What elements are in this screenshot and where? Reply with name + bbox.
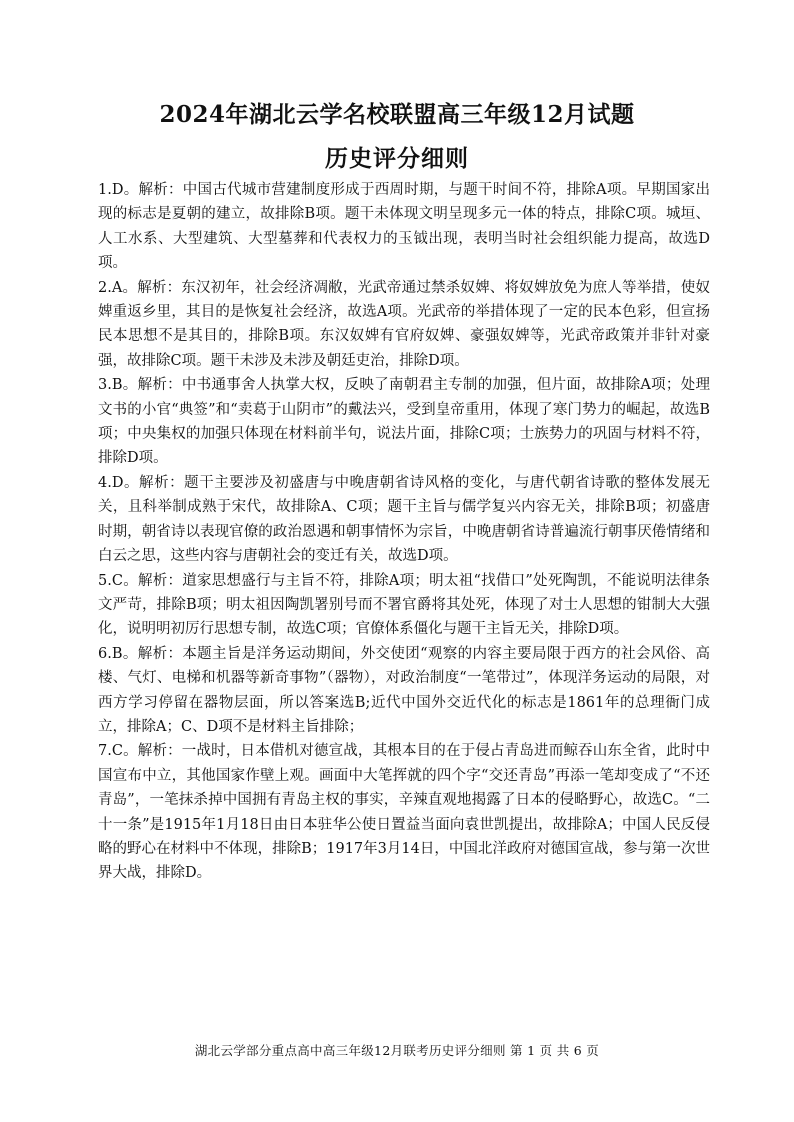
answer-list [98,178,710,886]
answer-item-2: 2.A。解析：东汉初年，社会经济凋敝，光武帝通过禁杀奴婢、将奴婢放免为庶人等举措，使奴婢重返乡里，其目的是恢复社会经济，故选A项。光武帝的举措体现了一定的民本色彩，但宣扬民本思想不是其目的，排除B项。东汉奴婢有官府奴婢、豪强奴婢等，光武帝政策并非针对豪强，故排除C项。题干未涉及未涉及朝廷吏治，排除D项。 [98,279,710,369]
answer-item-1: 1.D。解析：中国古代城市营建制度形成于西周时期，与题干时间不符，排除A项。早期国家出现的标志是夏朝的建立，故排除B项。题干未体现文明呈现多元一体的特点，排除C项。城垣、人工水系、大型建筑、大型墓葬和代表权力的玉钺出现，表明当时社会组织能力提高，故选D项。 [98,182,710,272]
document-title: 2024年湖北云学名校联盟高三年级12月试题 [159,101,635,128]
answer-item-4: 4.D。解析：题干主要涉及初盛唐与中晚唐朝省诗风格的变化，与唐代朝省诗歌的整体发展无关，且科举制成熟于宋代，故排除A、C项；题干主旨与儒学复兴内容无关，排除B项；初盛唐时期，朝省诗以表现官僚的政治恩遇和朝事情怀为宗旨，中晚唐朝省诗普遍流行朝事厌倦情绪和白云之思，这些内容与唐朝社会的变迁有关，故选D项。 [98,474,710,565]
answer-item-7: 7.C。解析：一战时，日本借机对德宣战，其根本目的在于侵占青岛进而鲸吞山东全省，此时中国宣布中立，其他国家作壁上观。画面中大笔挥就的四个字“交还青岛”再添一笔却变成了“不还青岛”，一笔抹杀掉中国拥有青岛主权的事实，辛辣直观地揭露了日本的侵略野心，故选C。“二十一条”是1915年1月18日由日本驻华公使日置益当面向袁世凯提出，故排除A；中国人民反侵略的野心在材料中不体现，排除B；1917年3月14日，中国北洋政府对德国宣战，参与第一次世界大战，排除D。 [98,743,710,882]
document-subtitle: 历史评分细则 [325,145,469,172]
page-footer: 湖北云学部分重点高中高三年级12月联考历史评分细则 第 1 页 共 6 页 [194,1043,600,1058]
answer-item-6: 6.B。解析：本题主旨是洋务运动期间，外交使团“观察的内容主要局限于西方的社会风俗、高楼、气灯、电梯和机器等新奇事物”（器物），对政治制度“一笔带过”，体现洋务运动的局限，对西方学习停留在器物层面，所以答案选B;近代中国外交近代化的标志是1861年的总理衙门成立，排除A；C、D项不是材料主旨排除； [98,645,710,735]
answer-item-5: 5.C。解析：道家思想盛行与主旨不符，排除A项；明太祖“找借口”处死陶凯，不能说明法律条文严苛，排除B项；明太祖因陶凯署别号而不署官爵将其处死，体现了对士人思想的钳制大大强化，说明明初厉行思想专制，故选C项；官僚体系僵化与题干主旨无关，排除D项。 [98,572,710,638]
answer-item-3: 3.B。解析：中书通事舍人执掌大权，反映了南朝君主专制的加强，但片面，故排除A项；处理文书的小官“典签”和“卖葛于山阴市”的戴法兴，受到皇帝重用，体现了寒门势力的崛起，故选B项；中央集权的加强只体现在材料前半句，说法片面，排除C项；士族势力的巩固与材料不符，排除D项。 [98,377,710,467]
